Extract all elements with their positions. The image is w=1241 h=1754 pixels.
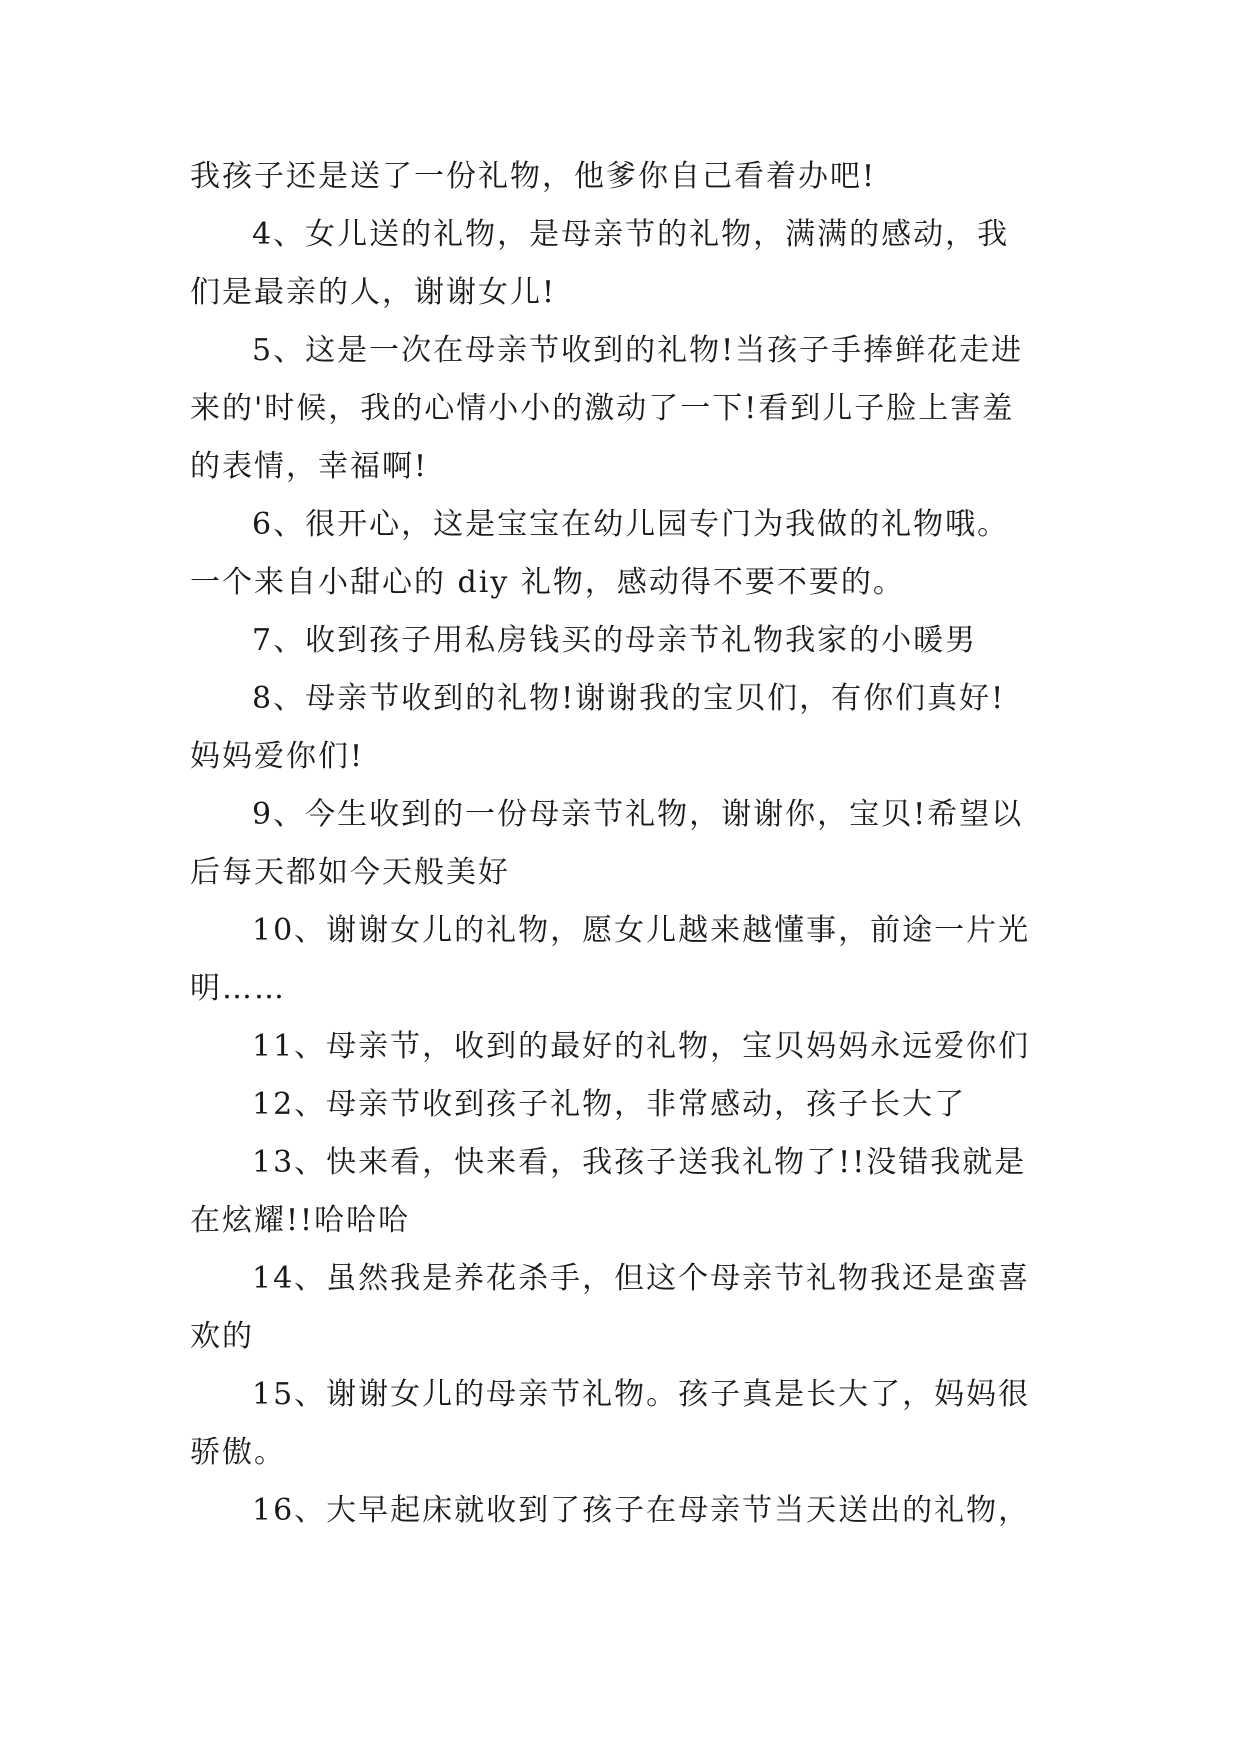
- text-line: 的表情，幸福啊!: [190, 449, 429, 484]
- list-item-13: 13、快来看，快来看，我孩子送我礼物了!!没错我就是: [252, 1145, 1027, 1180]
- list-item-4: 4、女儿送的礼物，是母亲节的礼物，满满的感动，我: [252, 217, 1010, 252]
- list-item-16: 16、大早起床就收到了孩子在母亲节当天送出的礼物，: [252, 1493, 1031, 1528]
- document-body: [190, 158, 1050, 1550]
- text-line: 后每天都如今天般美好: [190, 855, 510, 890]
- list-item-11: 11、母亲节，收到的最好的礼物，宝贝妈妈永远爱你们: [252, 1029, 1031, 1064]
- text-line: 我孩子还是送了一份礼物，他爹你自己看着办吧!: [190, 159, 877, 194]
- text-line: 在炫耀!!哈哈哈: [190, 1203, 411, 1238]
- list-item-15: 15、谢谢女儿的母亲节礼物。孩子真是长大了，妈妈很: [252, 1377, 1031, 1412]
- list-item-6: 6、很开心，这是宝宝在幼儿园专门为我做的礼物哦。: [252, 507, 1010, 542]
- list-item-9: 9、今生收到的一份母亲节礼物，谢谢你，宝贝!希望以: [252, 797, 1024, 832]
- text-line: 骄傲。: [190, 1435, 286, 1470]
- text-line: 来的'时候，我的心情小小的激动了一下!看到儿子脸上害羞: [190, 391, 1015, 426]
- text-line: 妈妈爱你们!: [190, 739, 365, 774]
- list-item-5: 5、这是一次在母亲节收到的礼物!当孩子手捧鲜花走进: [252, 333, 1024, 368]
- list-item-12: 12、母亲节收到孩子礼物，非常感动，孩子长大了: [252, 1087, 967, 1122]
- text-line: 明……: [190, 971, 286, 1006]
- text-line: 们是最亲的人，谢谢女儿!: [190, 275, 557, 310]
- text-line: 一个来自小甜心的 diy 礼物，感动得不要不要的。: [190, 565, 905, 600]
- list-item-10: 10、谢谢女儿的礼物，愿女儿越来越懂事，前途一片光: [252, 913, 1031, 948]
- list-item-14: 14、虽然我是养花杀手，但这个母亲节礼物我还是蛮喜: [252, 1261, 1031, 1296]
- text-line: 欢的: [190, 1319, 254, 1354]
- list-item-8: 8、母亲节收到的礼物!谢谢我的宝贝们，有你们真好!: [252, 681, 1006, 716]
- list-item-7: 7、收到孩子用私房钱买的母亲节礼物我家的小暖男: [252, 623, 978, 658]
